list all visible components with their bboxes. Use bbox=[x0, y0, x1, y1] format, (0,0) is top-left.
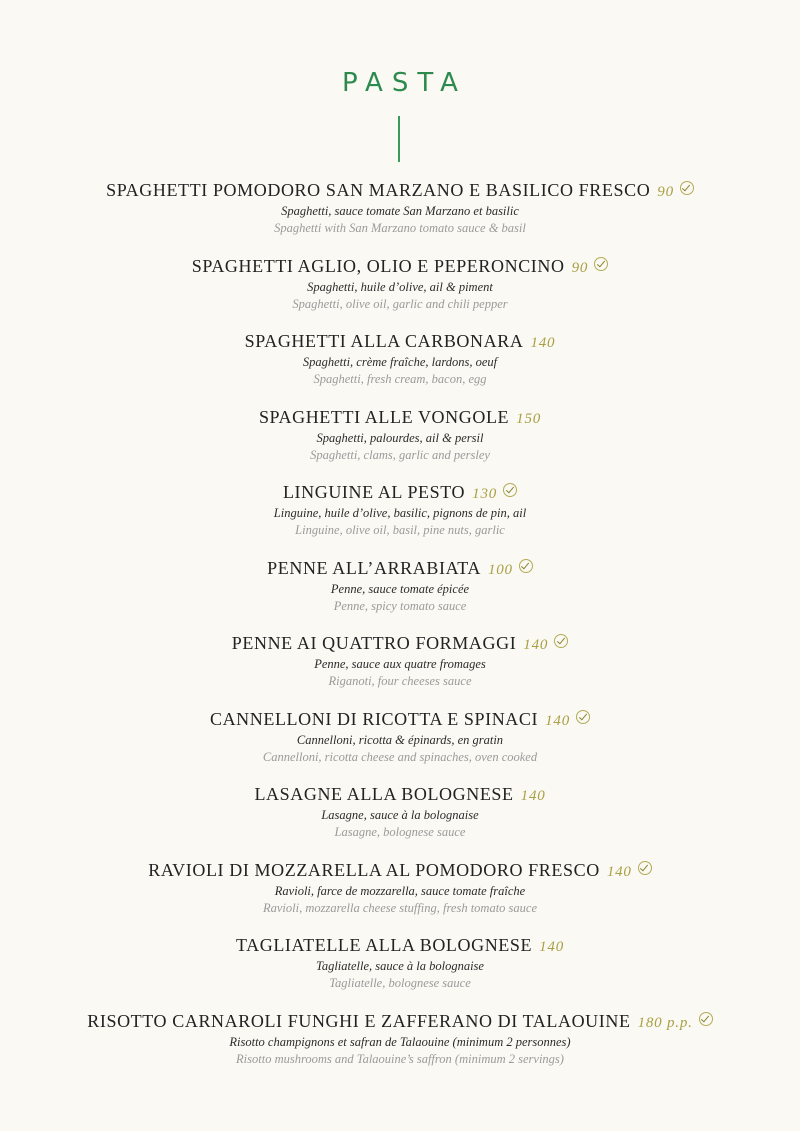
dish-description-en: Cannelloni, ricotta cheese and spinaches, oven cooked bbox=[262, 749, 538, 764]
dish-name: CANNELLONI DI RICOTTA E SPINACI bbox=[209, 708, 539, 729]
dish-name: TAGLIATELLE ALLA BOLOGNESE bbox=[235, 935, 533, 955]
dish-name: SPAGHETTI AGLIO, OLIO E PEPERONCINO bbox=[191, 255, 565, 276]
menu-item-header bbox=[0, 557, 800, 579]
menu-item-header bbox=[0, 481, 800, 503]
menu-item-header bbox=[0, 406, 800, 428]
check-circle-icon bbox=[594, 257, 608, 271]
menu-item-header bbox=[0, 859, 800, 881]
dish-description-en: Tagliatelle, bolognese sauce bbox=[329, 976, 471, 990]
dish-name: PENNE ALL’ARRABIATA bbox=[267, 557, 481, 578]
menu-item-header bbox=[0, 330, 800, 352]
menu-item bbox=[0, 255, 800, 331]
menu-item bbox=[0, 481, 800, 557]
dish-description-en: Spaghetti, olive oil, garlic and chili pepper bbox=[292, 296, 508, 311]
menu-item-header bbox=[0, 632, 800, 654]
menu-item bbox=[0, 859, 800, 935]
dish-price: 150 bbox=[516, 410, 542, 427]
dish-price: 180 p.p. bbox=[637, 1014, 693, 1031]
dish-name: SPAGHETTI ALLE VONGOLE bbox=[258, 406, 510, 427]
dish-description-fr: Spaghetti, crème fraîche, lardons, oeuf bbox=[302, 355, 498, 369]
menu-item-header bbox=[0, 783, 800, 805]
dish-price: 130 bbox=[472, 486, 498, 502]
dish-name: LINGUINE AL PESTO bbox=[282, 482, 466, 502]
dish-description-fr: Cannelloni, ricotta & épinards, en gratin bbox=[296, 732, 504, 747]
dish-price: 140 bbox=[539, 939, 565, 955]
menu-item-header bbox=[0, 255, 800, 277]
dish-description-fr: Ravioli, farce de mozzarella, sauce tomate fraîche bbox=[274, 883, 526, 898]
dish-price: 140 bbox=[606, 863, 632, 880]
menu-item bbox=[0, 179, 800, 255]
dish-price: 140 bbox=[530, 335, 556, 351]
section-title: PASTA bbox=[342, 68, 467, 98]
dish-description-en: Penne, spicy tomato sauce bbox=[333, 598, 467, 613]
dish-description-en: Lasagne, bolognese sauce bbox=[334, 825, 466, 839]
menu-item bbox=[0, 406, 800, 482]
dish-description-en: Ravioli, mozzarella cheese stuffing, fresh tomato sauce bbox=[262, 900, 538, 915]
dish-price: 90 bbox=[571, 259, 589, 276]
dish-name: RAVIOLI DI MOZZARELLA AL POMODORO FRESCO bbox=[148, 859, 600, 880]
dish-description-en: Spaghetti, clams, garlic and persley bbox=[310, 447, 490, 462]
menu-item-header bbox=[0, 1010, 800, 1032]
menu-item bbox=[0, 1010, 800, 1086]
dish-price: 140 bbox=[545, 712, 571, 729]
dish-price: 90 bbox=[657, 184, 674, 200]
menu-list bbox=[0, 179, 800, 1085]
dish-description-fr: Risotto champignons et safran de Talaouine (minimum 2 personnes) bbox=[229, 1034, 571, 1049]
menu-item bbox=[0, 708, 800, 784]
menu-item bbox=[0, 557, 800, 633]
check-circle-icon bbox=[503, 483, 517, 497]
dish-name: SPAGHETTI ALLA CARBONARA bbox=[244, 331, 524, 351]
title-divider bbox=[398, 116, 400, 162]
menu-item bbox=[0, 934, 800, 1010]
menu-item-header bbox=[0, 934, 800, 956]
dish-price: 140 bbox=[520, 788, 546, 804]
check-circle-icon bbox=[680, 181, 694, 195]
dish-name: LASAGNE ALLA BOLOGNESE bbox=[254, 784, 514, 804]
check-circle-icon bbox=[638, 861, 652, 875]
dish-name: SPAGHETTI POMODORO SAN MARZANO E BASILICO FRESCO bbox=[106, 180, 651, 200]
check-circle-icon bbox=[699, 1012, 713, 1026]
dish-description-fr: Penne, sauce aux quatre fromages bbox=[314, 657, 486, 671]
menu-item bbox=[0, 330, 800, 406]
menu-item bbox=[0, 632, 800, 708]
dish-description-en: Spaghetti with San Marzano tomato sauce & basil bbox=[274, 221, 526, 235]
dish-name: RISOTTO CARNAROLI FUNGHI E ZAFFERANO DI TALAOUINE bbox=[87, 1010, 631, 1031]
dish-description-fr: Penne, sauce tomate épicée bbox=[330, 581, 470, 596]
dish-description-en: Linguine, olive oil, basil, pine nuts, garlic bbox=[295, 523, 505, 537]
dish-description-en: Riganoti, four cheeses sauce bbox=[328, 674, 472, 688]
dish-description-fr: Tagliatelle, sauce à la bolognaise bbox=[316, 959, 484, 973]
check-circle-icon bbox=[554, 634, 568, 648]
dish-description-fr: Spaghetti, palourdes, ail & persil bbox=[316, 430, 484, 445]
dish-description-fr: Spaghetti, huile d’olive, ail & piment bbox=[307, 279, 493, 294]
dish-price: 140 bbox=[523, 637, 549, 653]
dish-description-fr: Lasagne, sauce à la bolognaise bbox=[321, 808, 479, 822]
dish-description-fr: Spaghetti, sauce tomate San Marzano et basilic bbox=[281, 204, 519, 218]
check-circle-icon bbox=[519, 559, 533, 573]
dish-name: PENNE AI QUATTRO FORMAGGI bbox=[231, 633, 517, 653]
dish-description-en: Risotto mushrooms and Talaouine’s saffron (minimum 2 servings) bbox=[236, 1051, 564, 1066]
dish-description-fr: Linguine, huile d’olive, basilic, pignons de pin, ail bbox=[273, 506, 527, 520]
dish-description-en: Spaghetti, fresh cream, bacon, egg bbox=[313, 372, 487, 386]
menu-item-header bbox=[0, 179, 800, 201]
menu-item bbox=[0, 783, 800, 859]
dish-price: 100 bbox=[487, 561, 513, 578]
check-circle-icon bbox=[576, 710, 590, 724]
menu-item-header bbox=[0, 708, 800, 730]
